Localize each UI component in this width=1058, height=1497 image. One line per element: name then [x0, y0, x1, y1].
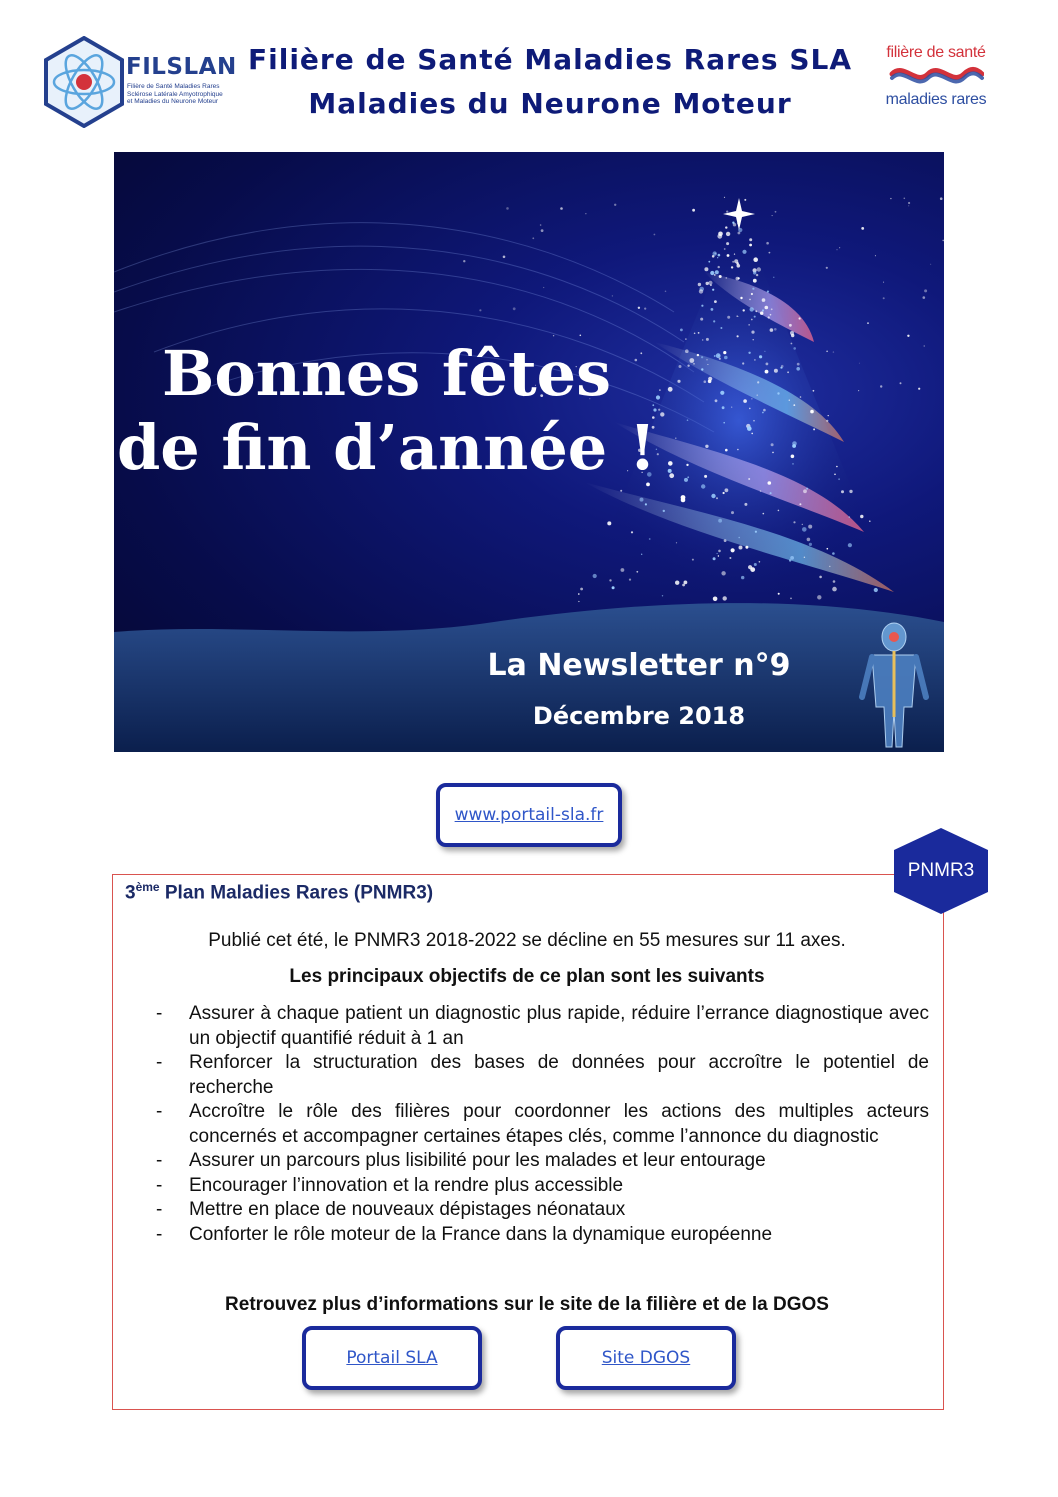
- banner-greeting: [114, 337, 659, 485]
- list-item: - Encourager l’innovation et la rendre plus accessible: [156, 1174, 624, 1196]
- maladies-rares-logo: [884, 44, 988, 122]
- filslan-brand: FILSLAN: [126, 54, 237, 80]
- list-item: - Accroître le rôle des filières pour coordonner les actions des multiples acteurs concernés et accompagner certaines étapes clés, comme l’annonce du diagnostic: [156, 1101, 929, 1147]
- newsletter-date: Décembre 2018: [532, 702, 746, 730]
- newsletter-number: La Newsletter n°9: [487, 648, 791, 683]
- more-info-text: Retrouvez plus d’informations sur le site de la filière et de la DGOS: [225, 1294, 829, 1315]
- title-line-2: Maladies du Neurone Moteur: [308, 87, 792, 120]
- filslan-logo: [42, 36, 237, 128]
- list-item: - Renforcer la structuration des bases de données pour accroître le potentiel de recherche: [156, 1052, 929, 1098]
- portal-link[interactable]: www.portail-sla.fr: [454, 805, 604, 825]
- filslan-subtitle: Filière de Santé Maladies Rares Sclérose Latérale Amyotrophique et Maladies du Neurone Moteur: [127, 83, 223, 105]
- objectives-heading: Les principaux objectifs de ce plan sont les suivants: [289, 966, 765, 987]
- section-title: 3ème Plan Maladies Rares (PNMR3): [125, 880, 434, 904]
- pnmr3-badge: [888, 826, 994, 916]
- logo-right-line-2: maladies rares: [885, 91, 987, 108]
- wave-logo-icon: [888, 62, 984, 86]
- portail-sla-box: [302, 1326, 482, 1390]
- greeting-line-2: de fin d’année !: [116, 411, 657, 484]
- list-item: - Conforter le rôle moteur de la France dans la dynamique européenne: [156, 1223, 773, 1245]
- section-intro: Publié cet été, le PNMR3 2018-2022 se décline en 55 mesures sur 11 axes.: [208, 930, 846, 951]
- logo-right-line-1: filière de santé: [886, 44, 986, 61]
- list-item: - Mettre en place de nouveaux dépistages néonataux: [156, 1199, 626, 1220]
- site-dgos-box: [556, 1326, 736, 1390]
- page-title: [240, 38, 860, 126]
- site-dgos-link[interactable]: Site DGOS: [601, 1348, 691, 1368]
- portail-sla-link[interactable]: Portail SLA: [346, 1348, 438, 1368]
- list-item: - Assurer à chaque patient un diagnostic plus rapide, réduire l’errance diagnostique avec un objectif quantifié réduit à 1 an: [156, 1003, 929, 1049]
- list-item: - Assurer un parcours plus lisibilité pour les malades et leur entourage: [156, 1150, 766, 1171]
- portal-link-box: [436, 783, 622, 847]
- badge-label: PNMR3: [907, 860, 975, 881]
- newsletter-banner: [114, 152, 944, 752]
- greeting-line-1: Bonnes fêtes: [162, 337, 611, 410]
- objectives-list: [152, 1002, 929, 1247]
- filslan-hexagon-icon: [42, 36, 126, 128]
- title-line-1: Filière de Santé Maladies Rares SLA: [248, 43, 852, 76]
